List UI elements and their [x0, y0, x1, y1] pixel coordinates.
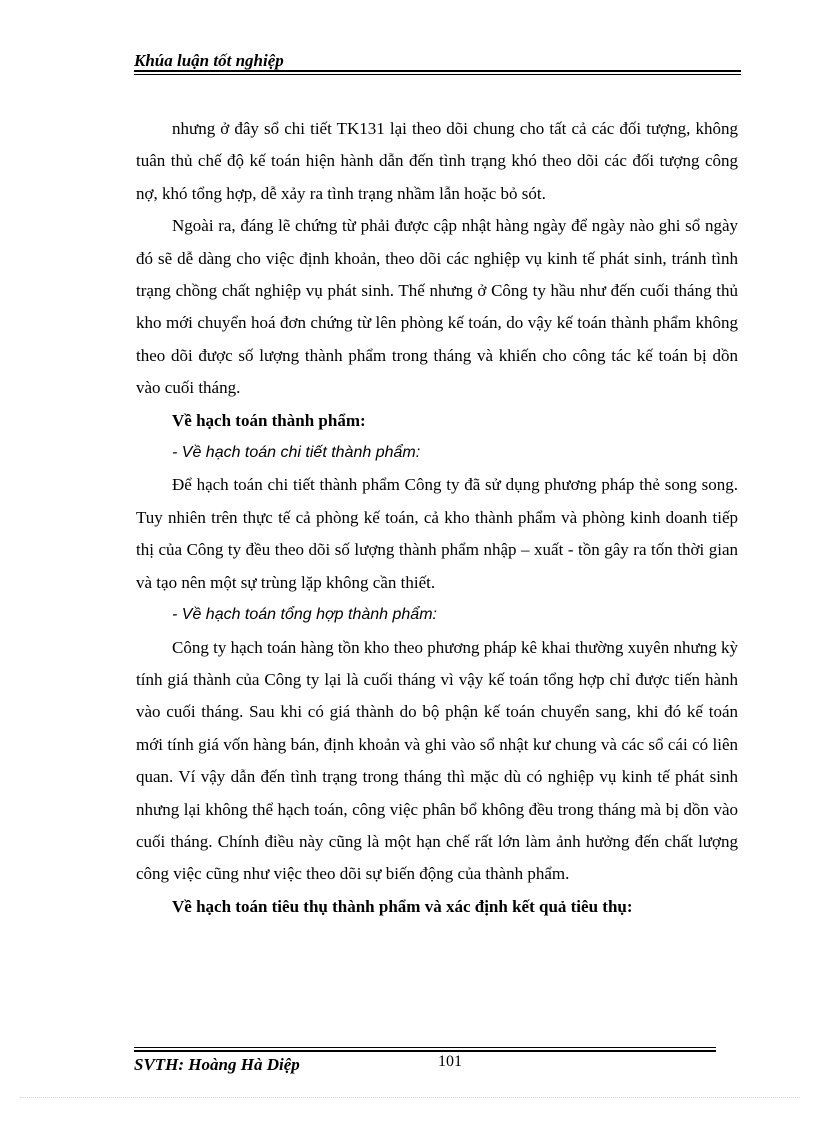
paragraph: Ngoài ra, đáng lẽ chứng từ phải được cập nhật hàng ngày để ngày nào ghi sổ ngày đó sẽ dễ dàng cho việc định khoản, theo dõi các nghiệp vụ kinh tế phát sinh, tránh tình trạng chồng chất nghiệp vụ phát sinh. Thế nhưng ở Công ty hầu như đến cuối tháng thủ kho mới chuyển hoá đơn chứng từ lên phòng kế toán, do vậy kế toán thành phẩm không theo dõi được số lượng thành phẩm trong tháng và khiến cho công tác kế toán bị dồn vào cuối tháng.: [136, 216, 738, 398]
header-title: Khúa luận tốt nghiệp: [134, 51, 284, 70]
footer-rule: [134, 1050, 716, 1052]
header-rule-thin: [134, 74, 741, 75]
paragraph: Công ty hạch toán hàng tồn kho theo phương pháp kê khai thường xuyên nhưng kỳ tính giá thành của Công ty lại là cuối tháng vì vậy kế toán tổng hợp chỉ được tiến hành vào cuối tháng. Sau khi có giá thành do bộ phận kế toán chuyển sang, khi đó kế toán mới tính giá vốn hàng bán, định khoản và ghi vào sổ nhật kư chung và các sổ cái có liên quan. Ví vậy dẫn đến tình trạng trong tháng thì mặc dù có nghiệp vụ kinh tế phát sinh nhưng lại không thể hạch toán, công việc phân bổ không đều trong tháng mà bị dồn vào cuối tháng. Chính điều này cũng là một hạn chế rất lớn làm ảnh hưởng đến chất lượng công việc cũng như việc theo dõi sự biến động của thành phẩm.: [136, 637, 738, 884]
subsection-heading: - Về hạch toán chi tiết thành phẩm:: [172, 444, 421, 462]
footer-author: SVTH: Hoàng Hà Diệp: [134, 1055, 300, 1074]
subsection-heading: - Về hạch toán tổng hợp thành phẩm:: [172, 606, 437, 624]
page-boundary: [20, 1097, 800, 1098]
page-number: 101: [438, 1053, 462, 1070]
page-header: [134, 49, 741, 73]
section-heading: Về hạch toán tiêu thụ thành phẩm và xác định kết quả tiêu thụ:: [172, 896, 633, 916]
section-heading: Về hạch toán thành phẩm:: [172, 410, 366, 430]
paragraph: nhưng ở đây sổ chi tiết TK131 lại theo dõi chung cho tất cả các đối tượng, không tuân thủ chế độ kế toán hiện hành dẫn đến tình trạng khó theo dõi các đối tượng công nợ, khó tổng hợp, dễ xảy ra tình trạng nhầm lẫn hoặc bỏ sót.: [136, 119, 738, 203]
paragraph: Để hạch toán chi tiết thành phẩm Công ty đã sử dụng phương pháp thẻ song song. Tuy nhiên trên thực tế cả phòng kế toán, cả kho thành phẩm và phòng kinh doanh tiếp thị của Công ty đều theo dõi số lượng thành phẩm nhập – xuất - tồn gây ra tốn thời gian và tạo nên một sự trùng lặp không cần thiết.: [136, 475, 738, 592]
footer-rule-thin: [134, 1047, 716, 1048]
header-rule: [134, 70, 741, 72]
document-body: [136, 113, 738, 923]
